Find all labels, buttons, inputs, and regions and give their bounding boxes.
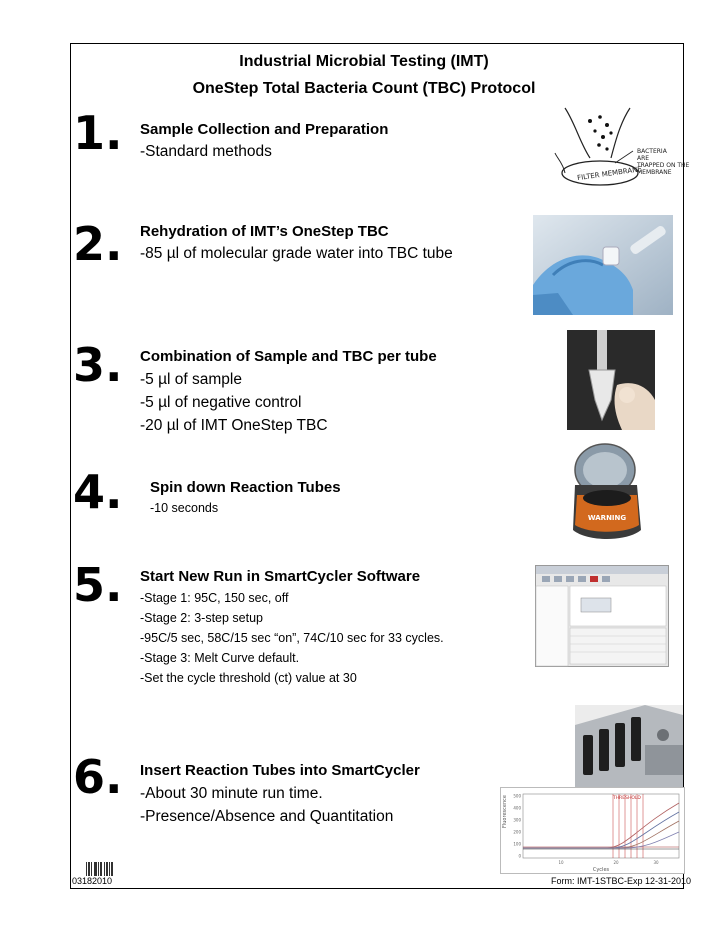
chart-y-tick-label: 100 (513, 841, 521, 847)
step-3-heading: Combination of Sample and TBC per tube (140, 348, 437, 365)
barcode-bar (98, 862, 99, 876)
barcode-bar (96, 862, 97, 876)
sketch-note-1: BACTERIA (637, 148, 667, 155)
chart-y-tick-label: 200 (513, 829, 521, 835)
filter-membrane-sketch (545, 103, 690, 195)
step-5-number: 5. (73, 558, 123, 612)
step-3-line-1: -5 µl of sample (140, 371, 242, 388)
step-1-line-1: -Standard methods (140, 143, 272, 160)
step-3-number: 3. (73, 338, 123, 392)
step-2-line-1: -85 µl of molecular grade water into TBC tube (140, 245, 453, 262)
title-line-2: OneStep Total Bacteria Count (TBC) Protocol (192, 80, 536, 97)
chart-x-tick-label: 20 (613, 860, 619, 865)
step-5-heading: Start New Run in SmartCycler Software (140, 568, 421, 585)
sketch-filter-label: FILTER MEMBRANE (576, 165, 643, 183)
barcode-bar (94, 862, 95, 876)
step-6-line-1: -About 30 minute run time. (140, 785, 323, 802)
barcode-bar (101, 862, 102, 876)
chart-threshold-label: THRESHOLD (613, 796, 641, 801)
step-5-line-4: -Stage 3: Melt Curve default. (140, 651, 300, 665)
chart-y-tick-label: 300 (513, 817, 521, 823)
step-1-number: 1. (73, 106, 123, 160)
title-line-1: Industrial Microbial Testing (IMT) (239, 53, 489, 70)
barcode-bar (95, 862, 96, 876)
step-6-number: 6. (73, 750, 123, 804)
barcode-bar (106, 862, 107, 876)
step-5-line-3: -95C/5 sec, 58C/15 sec “on”, 74C/10 sec for 33 cycles. (140, 631, 444, 645)
barcode-bar (100, 862, 101, 876)
step-5-line-1: -Stage 1: 95C, 150 sec, off (140, 591, 289, 605)
step-6-line-2: -Presence/Absence and Quantitation (140, 808, 394, 825)
chart-x-tick-label: 10 (558, 860, 564, 865)
smartcycler-software-screenshot (535, 565, 669, 667)
smartcycler-device-photo (575, 705, 683, 795)
step-4-number: 4. (73, 465, 123, 519)
step-1-heading: Sample Collection and Preparation (140, 121, 389, 138)
centrifuge-warning-label: WARNING (587, 514, 627, 522)
sketch-note-4: MEMBRANE (637, 169, 672, 176)
chart-y-tick-label: 500 (513, 793, 521, 799)
gloved-hand-photo (533, 215, 673, 315)
step-3-line-2: -5 µl of negative control (140, 394, 302, 411)
amplification-curve-chart (500, 787, 685, 874)
step-6-heading: Insert Reaction Tubes into SmartCycler (140, 762, 420, 779)
barcode-bar (104, 862, 105, 876)
step-2-number: 2. (73, 217, 123, 271)
step-3-line-3: -20 µl of IMT OneStep TBC (140, 417, 328, 434)
step-5-line-2: -Stage 2: 3-step setup (140, 611, 263, 625)
barcode-bar (88, 862, 89, 876)
step-4-heading: Spin down Reaction Tubes (150, 479, 341, 496)
barcode-bar (91, 862, 92, 876)
barcode-bar (89, 862, 90, 876)
footer-form: Form: IMT-1STBC-Exp 12-31-2010 (551, 876, 692, 886)
step-5-line-5: -Set the cycle threshold (ct) value at 30 (140, 671, 357, 685)
centrifuge-photo (567, 440, 647, 545)
barcode (86, 862, 114, 876)
barcode-bar (86, 862, 87, 876)
chart-xlabel: Cycles (592, 867, 610, 873)
chart-ylabel: Fluorescence (502, 795, 508, 828)
barcode-bar (109, 862, 110, 876)
chart-y-tick-label: 0 (518, 853, 521, 859)
sketch-note-3: TRAPPED ON THE (637, 162, 690, 169)
chart-x-tick-label: 30 (653, 860, 659, 865)
footer-code: 03182010 (72, 876, 113, 886)
step-4-line-1: -10 seconds (150, 501, 219, 515)
reaction-tube-photo (567, 330, 655, 430)
barcode-bar (112, 862, 113, 876)
sketch-note-2: ARE (637, 155, 650, 162)
barcode-bar (107, 862, 108, 876)
barcode-bar (111, 862, 112, 876)
chart-y-tick-label: 400 (513, 805, 521, 811)
step-2-heading: Rehydration of IMT’s OneStep TBC (140, 223, 389, 240)
